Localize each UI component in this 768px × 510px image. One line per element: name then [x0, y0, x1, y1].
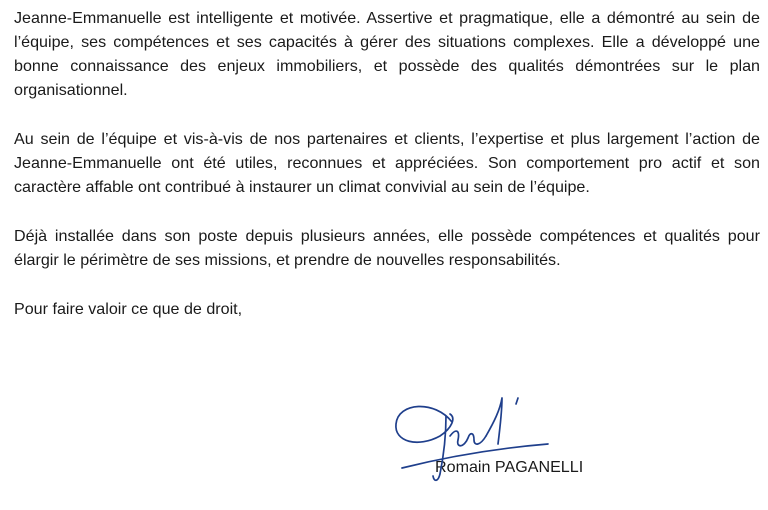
paragraph-recommendation: Déjà installée dans son poste depuis plusieurs années, elle possède compétences et qualités pour élargir le périmètre de ses missions, et prendre de nouvelles responsabilités.	[14, 227, 760, 269]
paragraph-assessment: Jeanne-Emmanuelle est intelligente et motivée. Assertive et pragmatique, elle a démontré au sein de l’équipe, ses compétences et ses capacités à gérer des situations complexes. Elle a développé une bonne connaissance des enjeux immobiliers, et possède des qualités démontrées sur le plan organisationnel.	[14, 9, 760, 99]
signer-name: Romain PAGANELLI	[435, 458, 584, 476]
letter-body	[14, 6, 760, 346]
signature-block	[390, 392, 630, 492]
paragraph-team-feedback: Au sein de l’équipe et vis-à-vis de nos partenaires et clients, l’expertise et plus largement l’action de Jeanne-Emmanuelle ont été utiles, reconnues et appréciées. Son comportement pro actif et son caractère affable ont contribué à instaurer un climat convivial au sein de l’équipe.	[14, 130, 760, 196]
handwritten-signature	[390, 392, 630, 492]
closing-formula: Pour faire valoir ce que de droit,	[14, 300, 243, 318]
